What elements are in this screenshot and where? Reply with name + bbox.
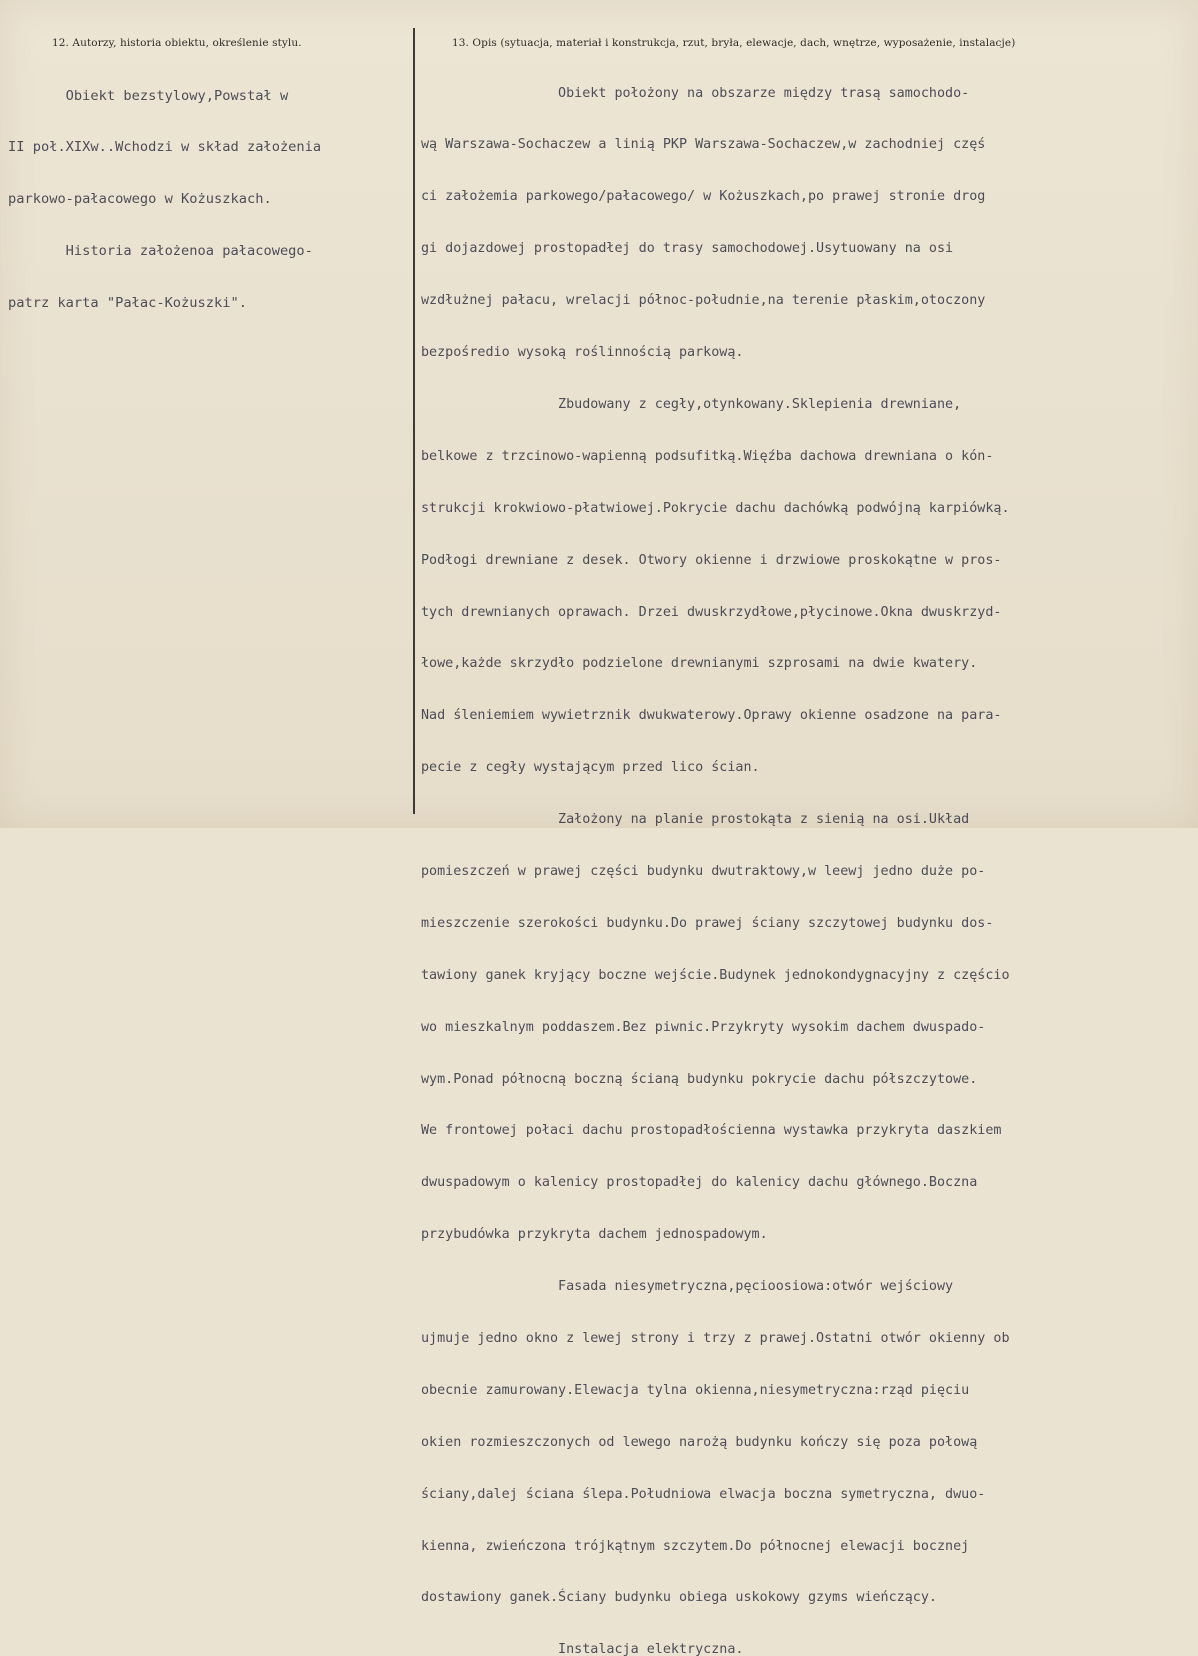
text-line: ujmuje jedno okno z lewej strony i trzy z prawej.Ostatni otwór okienny ob [421, 1330, 1010, 1346]
text-line: Obiekt położony na obszarze między trasą samochodo- [421, 85, 970, 101]
text-line: Nad śleniemiem wywietrznik dwukwaterowy.Oprawy okienne osadzone na para- [421, 708, 1002, 724]
text-line: wą Warszawa-Sochaczew a linią PKP Warszawa-Sochaczew,w zachodniej częś [421, 137, 986, 153]
text-line: tawiony ganek kryjący boczne wejście.Budynek jednokondygnacyjny z częścio [421, 967, 1010, 983]
text-line: tych drewnianych oprawach. Drzei dwuskrzydłowe,płycinowe.Okna dwuskrzyd- [421, 604, 1002, 620]
section-13-text [421, 50, 1010, 1656]
text-line: II poł.XIXw..Wchodzi w skład założenia [8, 139, 322, 156]
text-line: belkowe z trzcinowo-wapienną podsufitką.Więźba dachowa drewniana o kón- [421, 448, 994, 464]
column-divider [413, 28, 415, 814]
text-line: wym.Ponad północną boczną ścianą budynku pokrycie dachu półszczytowe. [421, 1071, 978, 1087]
text-line: Zbudowany z cegły,otynkowany.Sklepienia drewniane, [421, 396, 962, 412]
text-line: mieszczenie szerokości budynku.Do prawej ściany szczytowej budynku dos- [421, 915, 994, 931]
section-12-header: 12. Autorzy, historia obiektu, określenie stylu. [52, 37, 302, 49]
text-line: Historia założenoa pałacowego- [8, 243, 313, 260]
text-line: Podłogi drewniane z desek. Otwory okienne i drzwiowe proskokątne w pros- [421, 552, 1002, 568]
text-line: Instalacja elektryczna. [421, 1642, 744, 1656]
section-12-text [8, 53, 321, 347]
text-line: okien rozmieszczonych od lewego narożą budynku kończy się poza połową [421, 1434, 978, 1450]
text-line: ci założemia parkowego/pałacowego/ w Kożuszkach,po prawej stronie drog [421, 189, 986, 205]
text-line: pecie z cegły wystającym przed lico ścian. [421, 760, 760, 776]
text-line: wzdłużnej pałacu, wrelacji północ-południe,na terenie płaskim,otoczony [421, 293, 986, 309]
text-line: przybudówka przykryta dachem jednospadowym. [421, 1227, 768, 1243]
text-line: dostawiony ganek.Ściany budynku obiega uskokowy gzyms wieńczący. [421, 1590, 937, 1606]
text-line: bezpośredio wysoką roślinnością parkową. [421, 345, 744, 361]
text-line: gi dojazdowej prostopadłej do trasy samochodowej.Usytuowany na osi [421, 241, 954, 257]
text-line: łowe,każde skrzydło podzielone drewnianymi szprosami na dwie kwatery. [421, 656, 978, 672]
section-13-header: 13. Opis (sytuacja, materiał i konstrukcja, rzut, bryła, elewacje, dach, wnętrze, wyposażenie, instalacje) [452, 37, 1016, 49]
text-line: Fasada niesymetryczna,pęcioosiowa:otwór wejściowy [421, 1279, 954, 1295]
text-line: ściany,dalej ściana ślepa.Południowa elwacja boczna symetryczna, dwuo- [421, 1486, 986, 1502]
text-line: wo mieszkalnym poddaszem.Bez piwnic.Przykryty wysokim dachem dwuspado- [421, 1019, 986, 1035]
text-line: obecnie zamurowany.Elewacja tylna okienna,niesymetryczna:rząd pięciu [421, 1382, 970, 1398]
text-line: Założony na planie prostokąta z sienią na osi.Układ [421, 812, 970, 828]
text-line: strukcji krokwiowo-płatwiowej.Pokrycie dachu dachówką podwójną karpiówką. [421, 500, 1010, 516]
text-line: dwuspadowym o kalenicy prostopadłej do kalenicy dachu głównego.Boczna [421, 1175, 978, 1191]
text-line: pomieszczeń w prawej części budynku dwutraktowy,w leewj jedno duże po- [421, 863, 986, 879]
text-line: We frontowej połaci dachu prostopadłościenna wystawka przykryta daszkiem [421, 1123, 1002, 1139]
text-line: parkowo-pałacowego w Kożuszkach. [8, 191, 272, 208]
text-line: kienna, zwieńczona trójkątnym szczytem.Do północnej elewacji bocznej [421, 1538, 970, 1554]
text-line: Obiekt bezstylowy,Powstał w [8, 87, 289, 104]
text-line: patrz karta "Pałac-Kożuszki". [8, 295, 247, 312]
